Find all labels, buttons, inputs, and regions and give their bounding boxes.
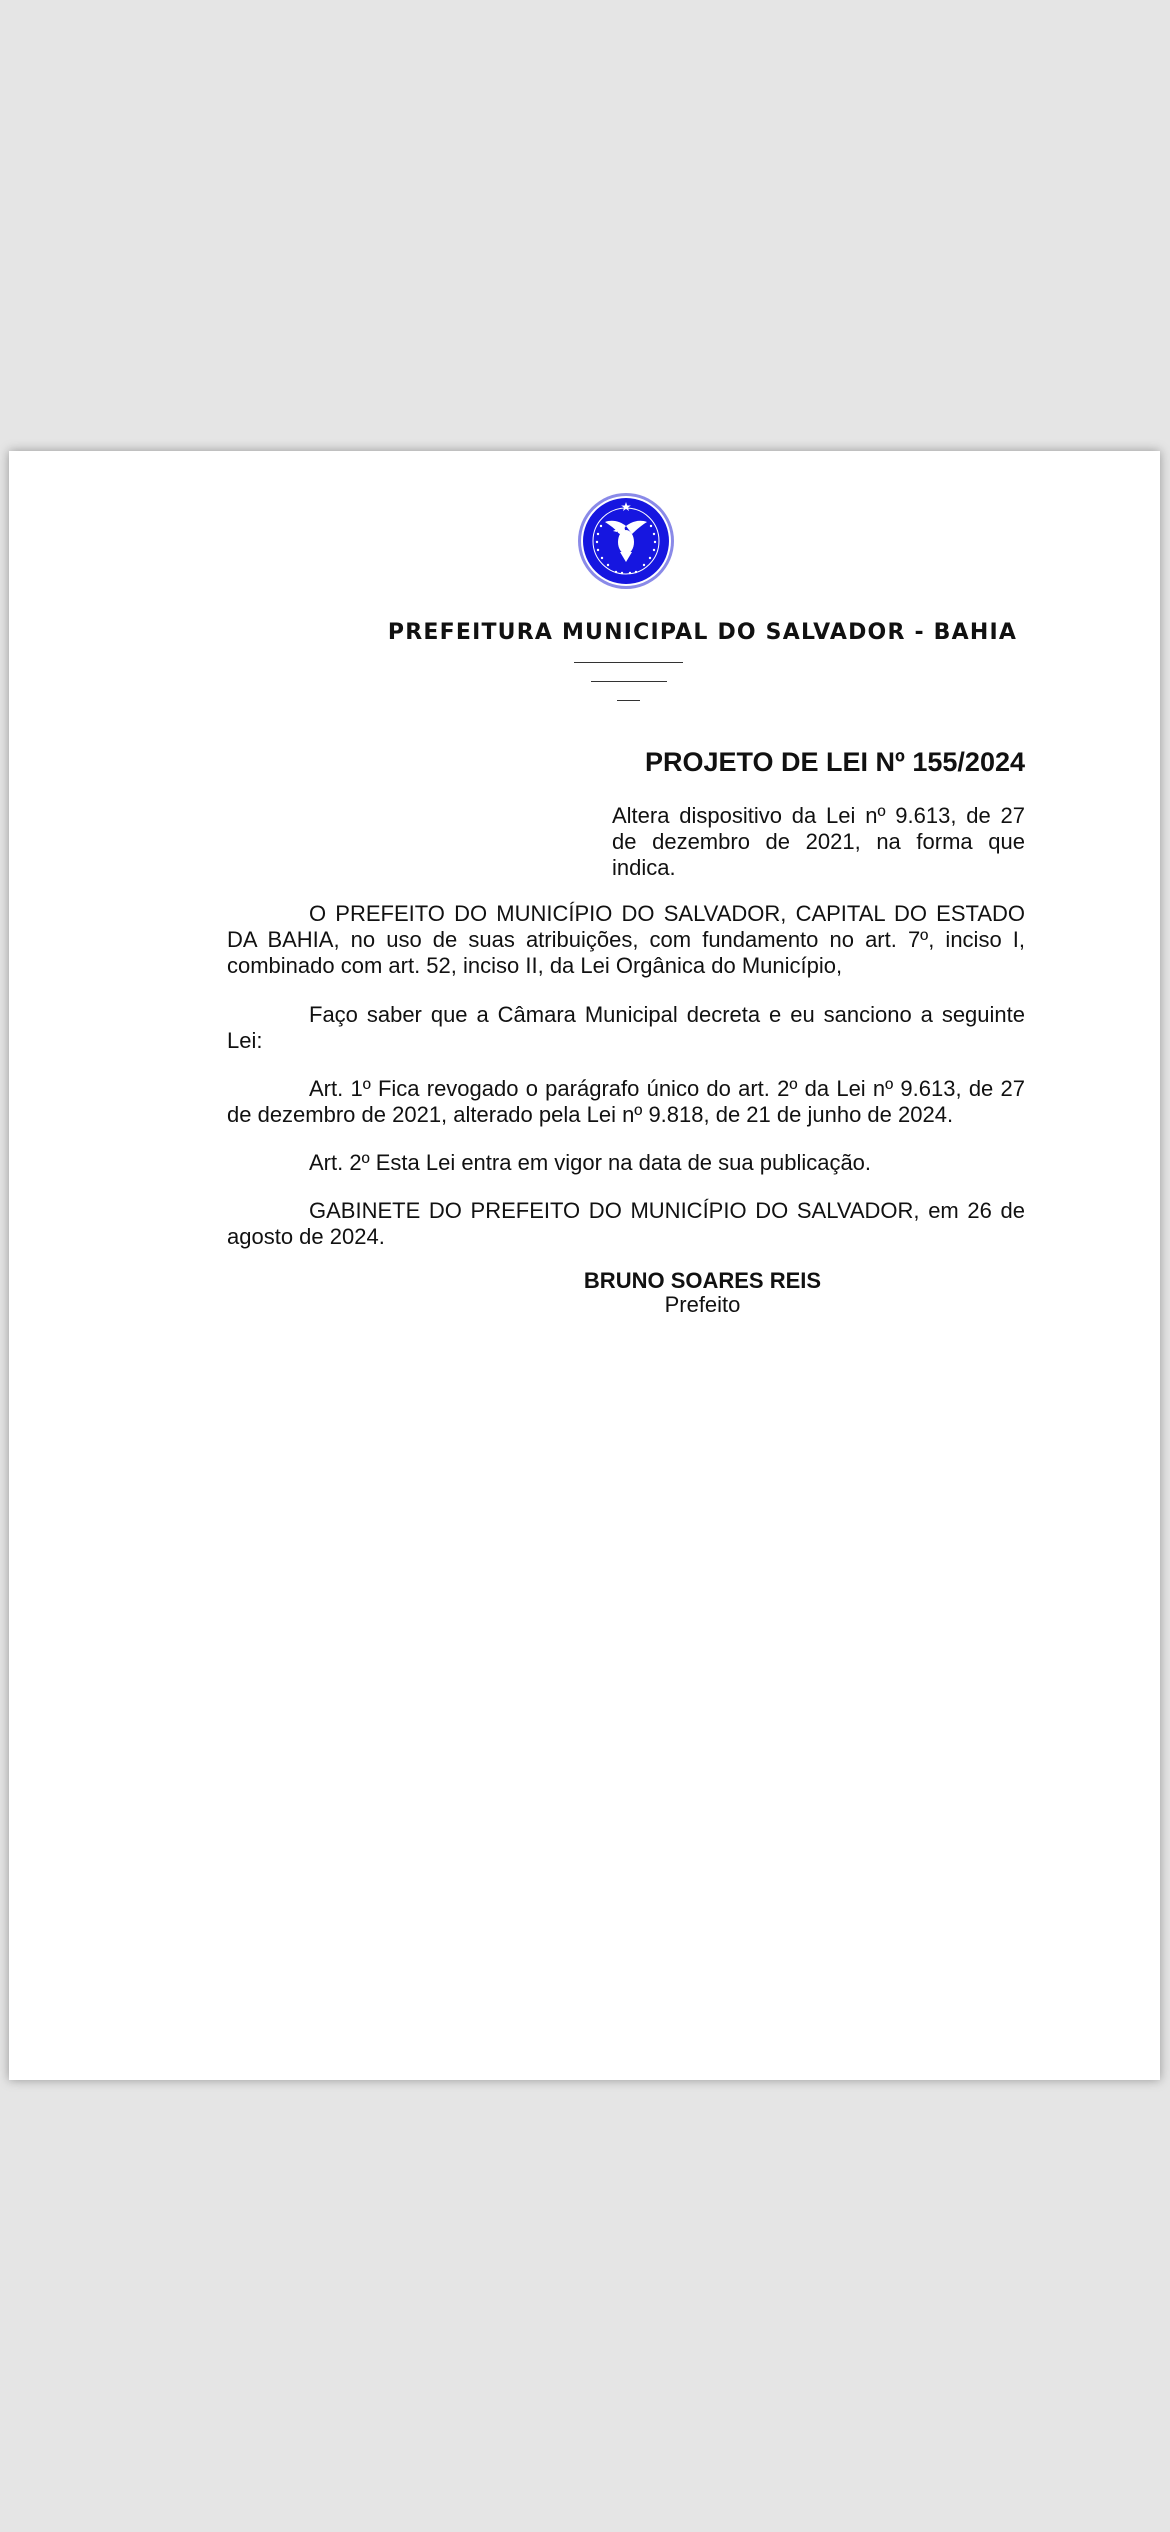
signatory-name: BRUNO SOARES REIS [583, 1268, 822, 1293]
paragraph-preamble: O PREFEITO DO MUNICÍPIO DO SALVADOR, CAPITAL DO ESTADO DA BAHIA, no uso de suas atribuições, com fundamento no art. 7º, inciso I, combinado com art. 52, inciso II, da Lei Orgânica do Município, [227, 901, 1025, 978]
document-summary: Altera dispositivo da Lei nº 9.613, de 27 de dezembro de 2021, na forma que indica. [612, 803, 1025, 880]
divider-line [574, 662, 683, 663]
paragraph-closing: GABINETE DO PREFEITO DO MUNICÍPIO DO SALVADOR, em 26 de agosto de 2024. [227, 1198, 1025, 1249]
signature-block [9, 1269, 1160, 1317]
document-page [9, 451, 1160, 2080]
organization-name: PREFEITURA MUNICIPAL DO SALVADOR - BAHIA [387, 620, 1018, 645]
seal-icon [577, 492, 675, 590]
paragraph-enactment: Faço saber que a Câmara Municipal decreta e eu sanciono a seguinte Lei: [227, 1002, 1025, 1053]
document-body [227, 901, 1025, 1272]
divider-line [617, 700, 640, 701]
divider-line [591, 681, 667, 682]
document-title: PROJETO DE LEI Nº 155/2024 [644, 747, 1025, 777]
paragraph-article-2: Art. 2º Esta Lei entra em vigor na data de sua publicação. [309, 1150, 872, 1175]
paragraph-article-1: Art. 1º Fica revogado o parágrafo único do art. 2º da Lei nº 9.613, de 27 de dezembro de 2021, alterado pela Lei nº 9.818, de 21 de junho de 2024. [227, 1076, 1025, 1127]
signatory-role: Prefeito [664, 1292, 741, 1317]
